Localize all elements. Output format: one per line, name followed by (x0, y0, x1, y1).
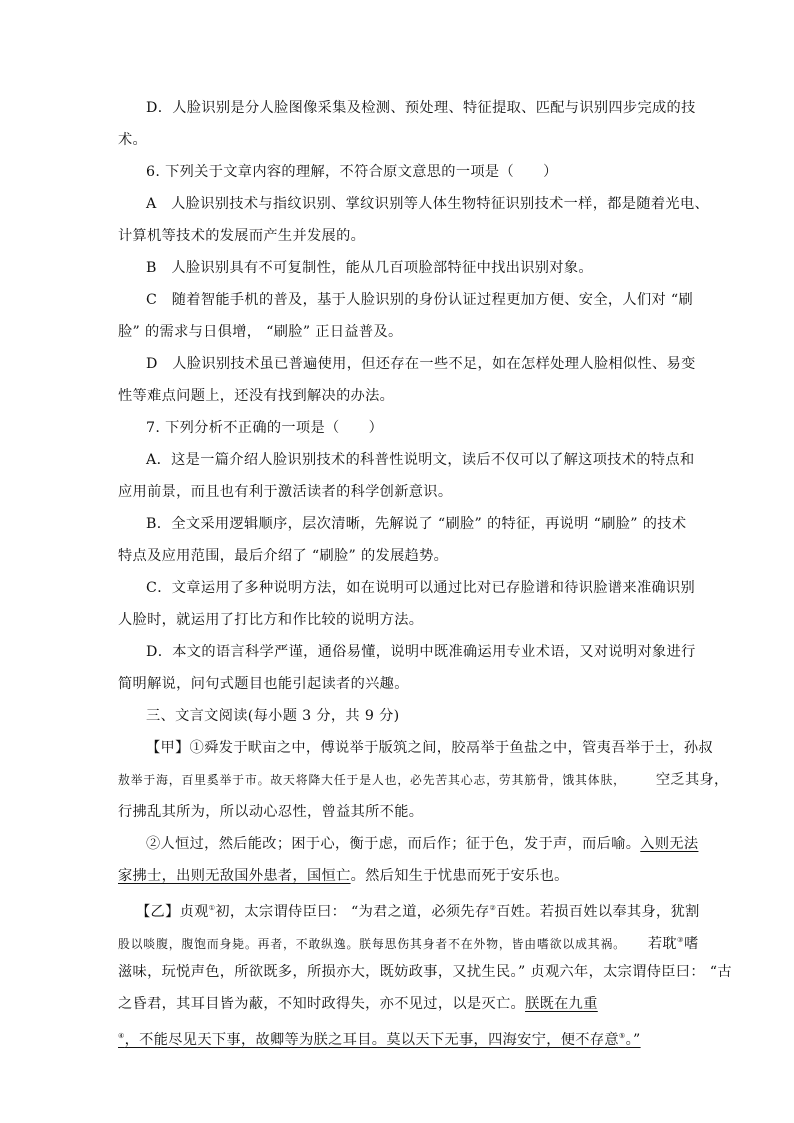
underlined-sentence (118, 1032, 641, 1048)
text: ②人恒过，然后能改；困于心，衡于虑，而后作；征于色，发于声，而后喻。 (146, 836, 641, 852)
text: A 人脸识别技术与指纹识别、掌纹识别等人体生物特征识别技术一样，都是随着光电、 (146, 196, 710, 212)
option-d-line1 (146, 98, 696, 118)
underlined-sentence: 入则无法 (640, 836, 699, 852)
option-d-line2 (118, 130, 147, 150)
text: 之昏君，其耳目皆为蔽，不知时政得失，亦不见过，以是灭亡。 (118, 996, 526, 1012)
text: D 人脸识别技术虽已普遍使用，但还存在一些不足，如在怎样处理人脸相似性、易变 (146, 356, 696, 372)
text: 股以啖腹，腹饱而身毙。再者，不敢纵逸。朕每思伤其身者不在外物，皆由嗜欲以成其祸。 (118, 937, 626, 951)
passage-jia-line5 (118, 866, 569, 886)
text: 。” (625, 1032, 641, 1048)
text: 计算机等技术的发展而产生并发展的。 (118, 228, 366, 244)
text: 脸” 的需求与日俱增， “刷脸” 正日益普及。 (118, 324, 403, 340)
passage-yi-line1 (136, 898, 700, 922)
text: 【乙】贞观 (136, 904, 209, 920)
text: 应用前景，而且也有利于激活读者的科学创新意识。 (118, 484, 453, 500)
text: D．本文的语言科学严谨，通俗易懂，说明中既准确运用专业术语，又对说明对象进行 (146, 644, 696, 660)
text: 【甲】①舜发于畎亩之中，傅说举于版筑之间，胶鬲举于鱼盐之中，管夷吾举于士，孙叔 (146, 740, 713, 756)
text: 性等难点问题上，还没有找到解决的办法。 (118, 388, 395, 404)
footnote-mark: ② (489, 904, 497, 912)
q6-option-c-line1 (146, 290, 693, 310)
text: 百姓。若损百姓以奉其身，犹割 (496, 904, 700, 920)
text: 行拂乱其所为，所以动心忍性，曾益其所不能。 (118, 804, 424, 820)
text: 嗜 (684, 936, 699, 952)
passage-jia-line3 (118, 802, 423, 822)
q6-option-d-line2 (118, 386, 394, 406)
passage-jia-line2 (118, 770, 729, 790)
text: C．文章运用了多种说明方法，如在说明可以通过比对已存脸谱和待识脸谱来准确识别 (146, 580, 696, 596)
text: 6. 下列关于文章内容的理解，不符合原文意思的一项是（ ） (146, 164, 558, 180)
text: 7. 下列分析不正确的一项是（ ） (146, 420, 384, 436)
text: 三、文言文阅读(每小题 3 分，共 9 分) (146, 708, 400, 724)
text: 简明解说，问句式题目也能引起读者的兴趣。 (118, 676, 409, 692)
underlined-sentence: 朕既在九重 (525, 996, 598, 1012)
q7-option-d-line2 (118, 674, 409, 694)
text: B．全文采用逻辑顺序，层次清晰，先解说了 “刷脸” 的特征，再说明 “刷脸” 的技术 (146, 516, 687, 532)
text: A．这是一篇介绍人脸识别技术的科普性说明文，读后不仅可以了解这项技术的特点和 (146, 452, 695, 468)
q7-option-c-line1 (146, 578, 695, 598)
passage-yi-line3 (118, 962, 732, 982)
text: 空乏其身， (655, 772, 729, 788)
q7-option-a-line2 (118, 482, 452, 502)
q6-option-d-line1 (146, 354, 696, 374)
passage-yi-line2 (118, 930, 699, 954)
text: C 随着智能手机的普及，基于人脸识别的身份认证过程更加方便、安全，人们对 “刷 (146, 292, 694, 308)
text: ，不能尽见天下事，故卿等为朕之耳目。莫以天下无事，四海安宁，便不存意 (124, 1032, 619, 1048)
passage-jia-line1 (146, 738, 713, 758)
passage-jia-line4 (146, 834, 698, 854)
text: 滋味，玩悦声色，所欲既多，所损亦大，既妨政事，又扰生民。” 贞观六年，太宗谓侍臣曰： “古 (118, 964, 732, 980)
text: 。然后知生于忧患而死于安乐也。 (350, 868, 569, 884)
section-heading (146, 706, 400, 726)
q7-option-c-line2 (118, 610, 423, 630)
question-7 (146, 418, 383, 438)
q7-option-a-line1 (146, 450, 695, 470)
q7-option-b-line1 (146, 514, 686, 534)
text: D．人脸识别是分人脸图像采集及检测、预处理、特征提取、匹配与识别四步完成的技 (146, 100, 696, 116)
text: 特点及应用范围，最后介绍了 “刷脸” 的发展趋势。 (118, 548, 449, 564)
footnote-mark: ③ (676, 936, 685, 944)
text: 若耽 (647, 936, 677, 952)
q7-option-d-line1 (146, 642, 696, 662)
q6-option-a-line2 (118, 226, 365, 246)
question-6 (146, 162, 558, 182)
text: 人脸时，就运用了打比方和作比较的说明方法。 (118, 612, 424, 628)
text: 初，太宗谓侍臣曰： “为君之道，必须先存 (215, 904, 490, 920)
q7-option-b-line2 (118, 546, 448, 566)
footnote-mark: ① (208, 904, 216, 912)
passage-yi-line4 (118, 994, 598, 1014)
passage-yi-line5 (118, 1026, 641, 1050)
text: B 人脸识别具有不可复制性，能从几百项脸部特征中找出识别对象。 (146, 260, 593, 276)
text: 敖举于海，百里奚举于市。故天将降大任于是人也，必先苦其心志，劳其筋骨，饿其体肤， (118, 773, 626, 787)
q6-option-a-line1 (146, 194, 709, 214)
q6-option-b (146, 258, 593, 278)
q6-option-c-line2 (118, 322, 403, 342)
footnote-mark: ⑤ (618, 1032, 626, 1040)
underlined-sentence: 家拂士，出则无敌国外患者，国恒亡 (118, 868, 351, 884)
text: 术。 (118, 132, 148, 148)
footnote-mark: ④ (118, 1032, 125, 1040)
